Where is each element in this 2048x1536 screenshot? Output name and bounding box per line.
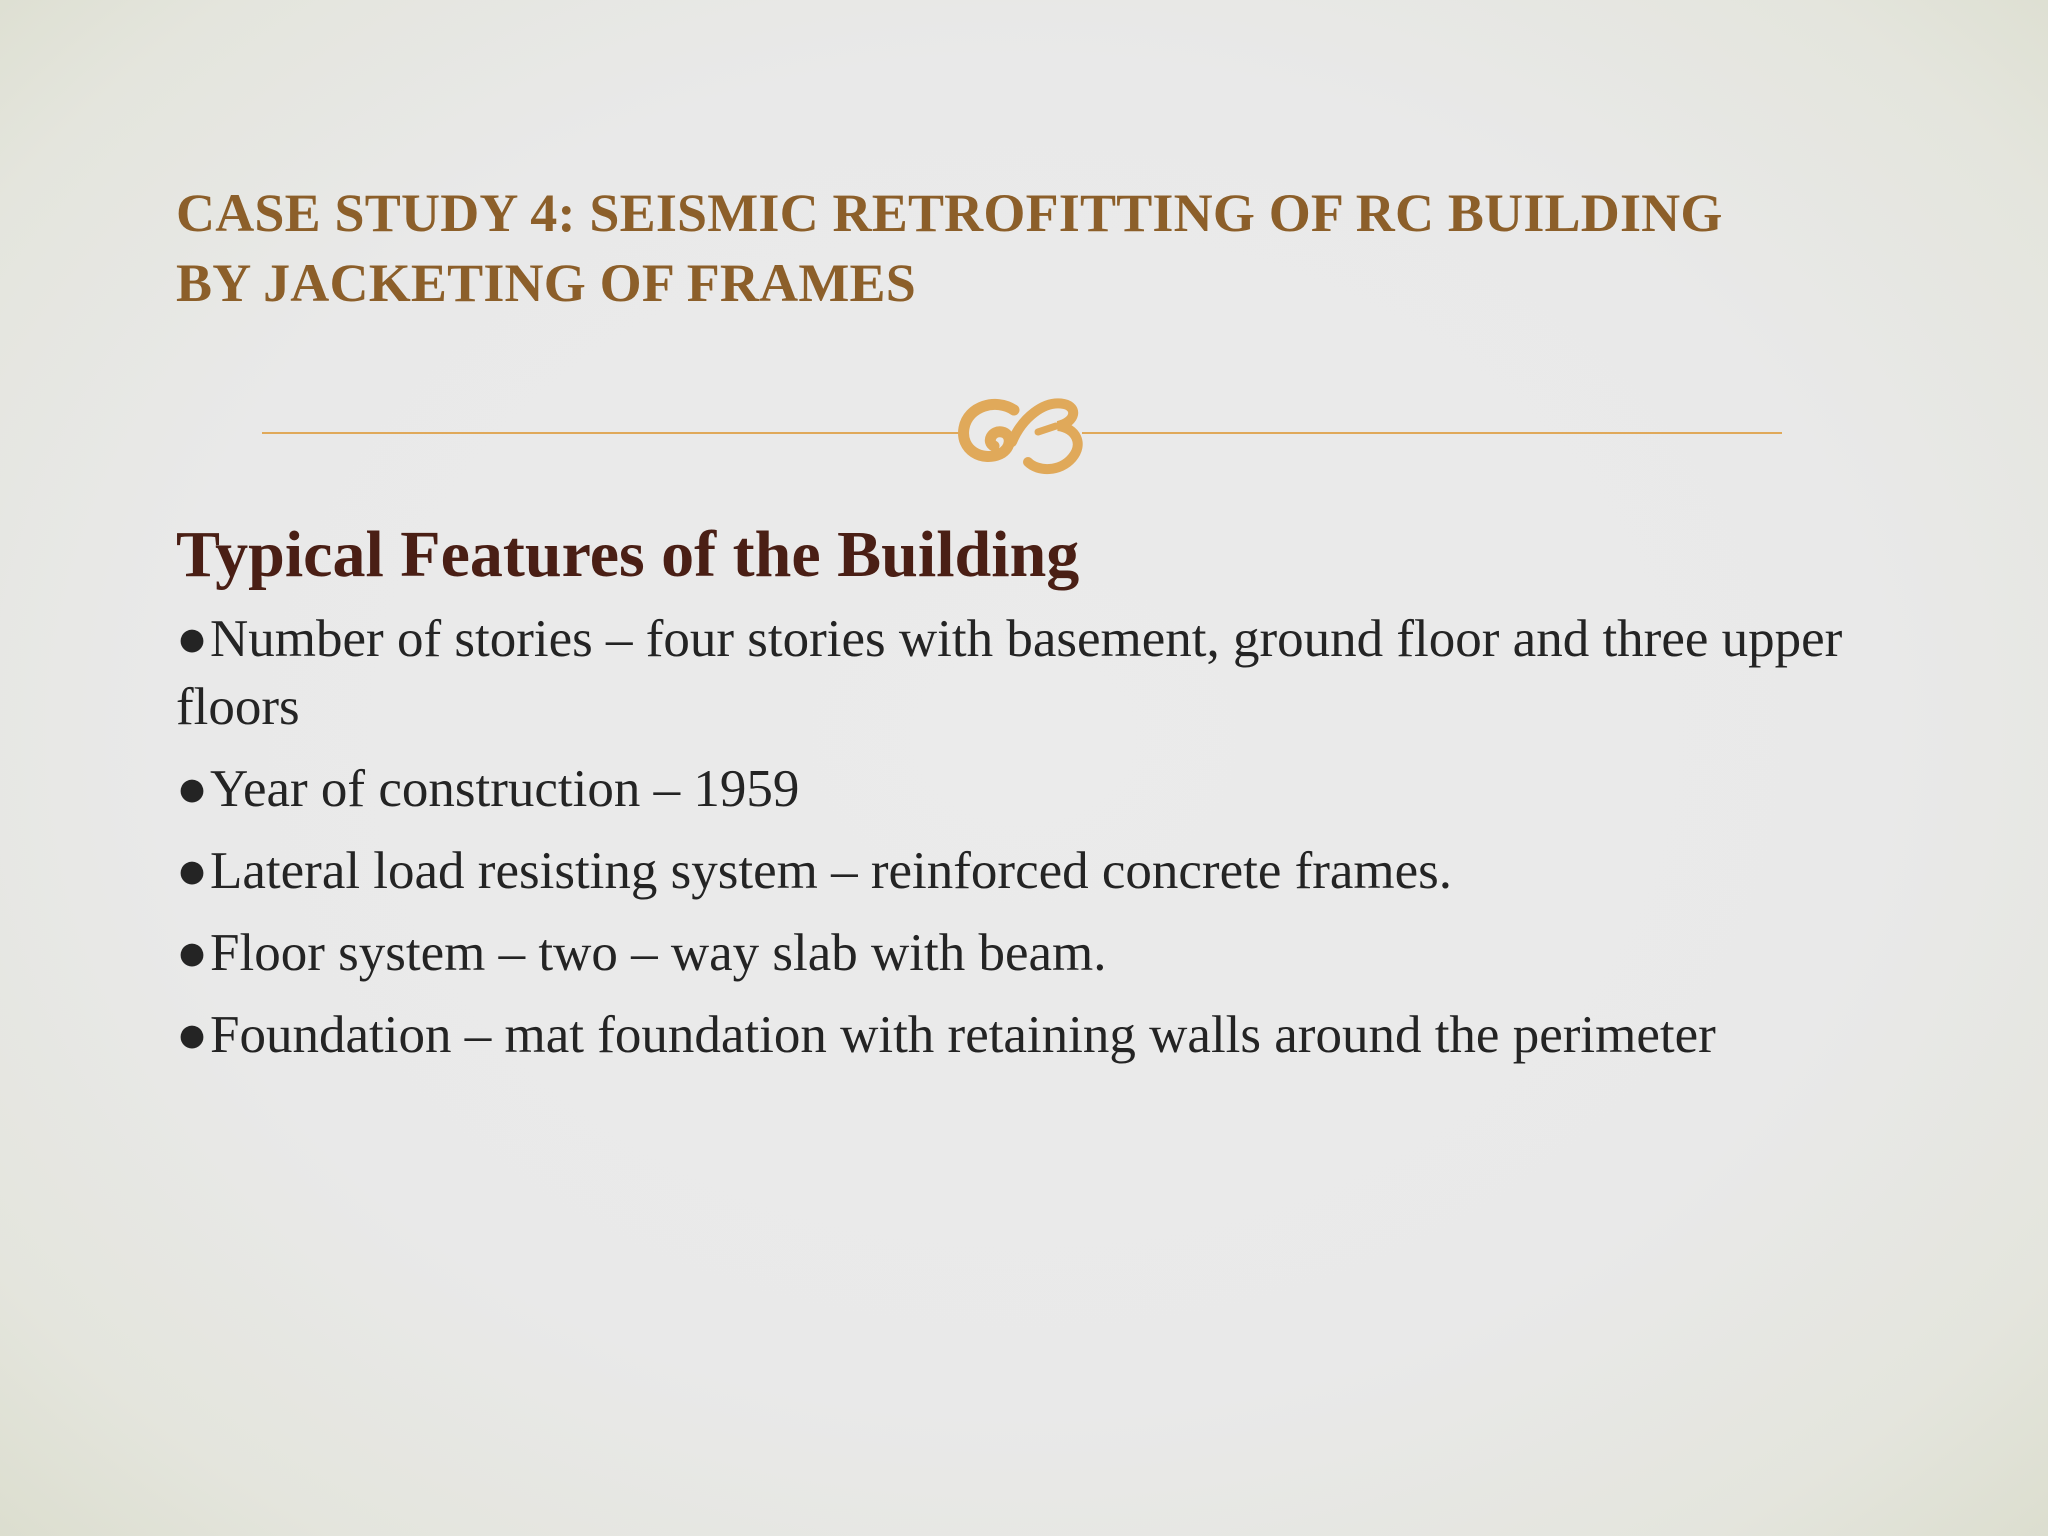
slide-title [176,178,1896,318]
list-item [176,837,1896,905]
feature-list [176,605,1896,1083]
list-item [176,605,1896,741]
slide-title-line-1: CASE STUDY 4: SEISMIC RETROFITTING OF RC BUILDING [176,183,1723,243]
bullet-icon: ● [176,610,209,668]
divider-line-left [262,432,962,434]
bullet-icon: ● [176,924,209,982]
section-heading: Typical Features of the Building [176,518,1080,591]
ornamental-divider [262,388,1782,478]
list-item-text: Foundation – mat foundation with retaining walls around the perimeter [210,1006,1716,1064]
list-item-text: Lateral load resisting system – reinforced concrete frames. [210,842,1453,900]
list-item [176,1001,1896,1069]
divider-line-right [1082,432,1782,434]
bullet-icon: ● [176,760,209,818]
list-item-text: Floor system – two – way slab with beam. [210,924,1107,982]
list-item [176,919,1896,987]
list-item-text: Number of stories – four stories with basement, ground floor and three upper floors [176,610,1843,736]
bullet-icon: ● [176,1006,209,1064]
slide-title-line-2: BY JACKETING OF FRAMES [176,253,916,313]
ornamental-flourish-icon [952,388,1092,478]
list-item [176,755,1896,823]
list-item-text: Year of construction – 1959 [210,760,800,818]
bullet-icon: ● [176,842,209,900]
